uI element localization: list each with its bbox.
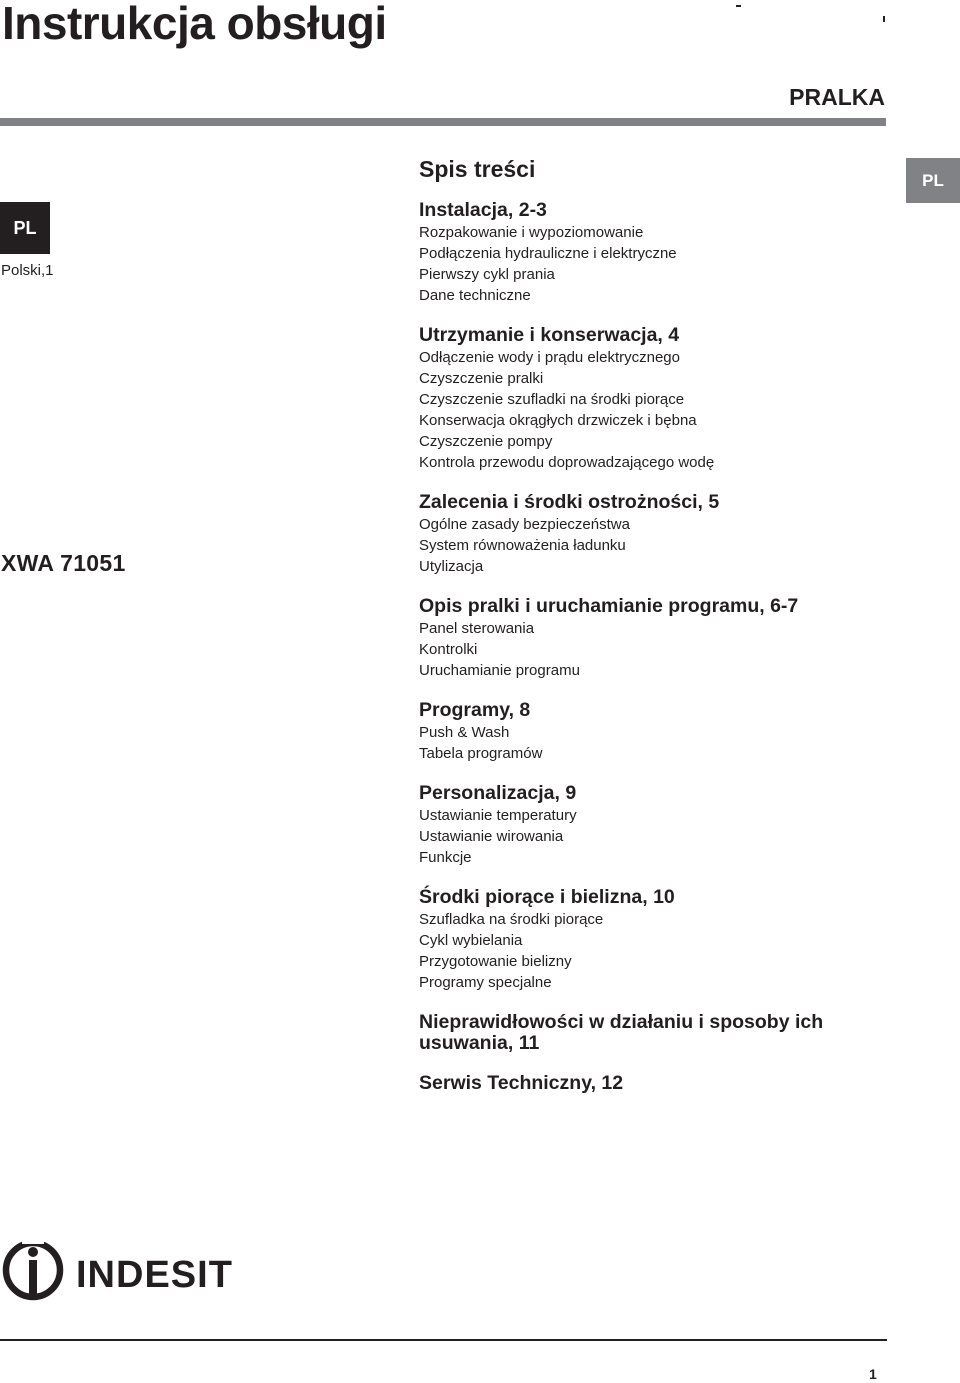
toc-item: Czyszczenie pralki	[419, 370, 544, 387]
toc-section	[419, 887, 889, 993]
toc-item: Panel sterowania	[419, 620, 535, 637]
toc-item: Kontrolki	[419, 641, 478, 658]
toc-item: Utylizacja	[419, 558, 484, 575]
language-code: PL	[13, 217, 37, 238]
footer-divider	[0, 1339, 887, 1341]
toc-section	[419, 596, 889, 681]
toc-section-heading: Programy, 8	[419, 699, 531, 721]
toc-section-heading: Opis pralki i uruchamianie programu, 6-7	[419, 595, 799, 617]
language-code: PL	[922, 170, 944, 190]
toc-item: Funkcje	[419, 849, 472, 866]
toc-section-heading: Serwis Techniczny, 12	[419, 1072, 624, 1094]
toc-item: Czyszczenie szufladki na środki piorące	[419, 391, 685, 408]
language-tab-left	[0, 202, 50, 254]
print-mark	[736, 5, 741, 7]
toc-item: Podłączenia hydrauliczne i elektryczne	[419, 245, 677, 262]
toc-section-heading: Środki piorące i bielizna, 10	[419, 886, 675, 908]
toc-section-heading: Utrzymanie i konserwacja, 4	[419, 324, 680, 346]
toc-section	[419, 783, 889, 868]
toc-section-heading: Zalecenia i środki ostrożności, 5	[419, 491, 720, 513]
toc-item: Ogólne zasady bezpieczeństwa	[419, 516, 630, 533]
print-mark	[883, 16, 885, 22]
toc-item: Programy specjalne	[419, 974, 552, 991]
toc-item: System równoważenia ładunku	[419, 537, 626, 554]
toc-section	[419, 325, 889, 473]
page-number: 1	[869, 1366, 877, 1382]
logo-stem	[29, 1260, 37, 1296]
toc-item: Pierwszy cykl prania	[419, 266, 555, 283]
toc-section-heading: Instalacja, 2-3	[419, 199, 547, 221]
toc-title: Spis treści	[419, 156, 536, 182]
toc-item: Uruchamianie programu	[419, 662, 580, 679]
toc-section-heading: Personalizacja, 9	[419, 782, 577, 804]
toc-section	[419, 200, 889, 306]
toc-section	[419, 1073, 889, 1094]
toc-section	[419, 1012, 889, 1054]
toc-item: Kontrola przewodu doprowadzającego wodę	[419, 454, 715, 471]
indesit-logo	[0, 1238, 250, 1308]
toc-item: Konserwacja okrągłych drzwiczek i bębna	[419, 412, 697, 429]
product-type-label: PRALKA	[789, 84, 885, 110]
toc-sections	[419, 200, 889, 1094]
toc-section	[419, 492, 889, 577]
toc-item: Cykl wybielania	[419, 932, 523, 949]
toc-section	[419, 700, 889, 764]
document-title: Instrukcja obsługi	[2, 0, 387, 49]
toc-item: Dane techniczne	[419, 287, 531, 304]
table-of-contents	[419, 154, 889, 1113]
language-tab-right	[906, 158, 960, 203]
toc-item: Przygotowanie bielizny	[419, 953, 572, 970]
toc-item: Szufladka na środki piorące	[419, 911, 604, 928]
toc-item: Ustawianie temperatury	[419, 807, 577, 824]
logo-ring-gap	[22, 1238, 44, 1244]
toc-item: Push & Wash	[419, 724, 510, 741]
toc-section-heading: Nieprawidłowości w działaniu i sposoby ich usuwania, 11	[419, 1011, 824, 1054]
toc-item: Czyszczenie pompy	[419, 433, 553, 450]
toc-item: Odłączenie wody i prądu elektrycznego	[419, 349, 680, 366]
model-number: XWA 71051	[1, 550, 126, 576]
toc-item: Ustawianie wirowania	[419, 828, 564, 845]
header-divider	[0, 118, 886, 126]
indesit-logo-graphic	[0, 1238, 250, 1308]
language-name: Polski,1	[1, 262, 54, 279]
logo-dot	[28, 1247, 38, 1257]
logo-wordmark: INDESIT	[76, 1254, 233, 1296]
toc-item: Rozpakowanie i wypoziomowanie	[419, 224, 644, 241]
toc-item: Tabela programów	[419, 745, 543, 762]
